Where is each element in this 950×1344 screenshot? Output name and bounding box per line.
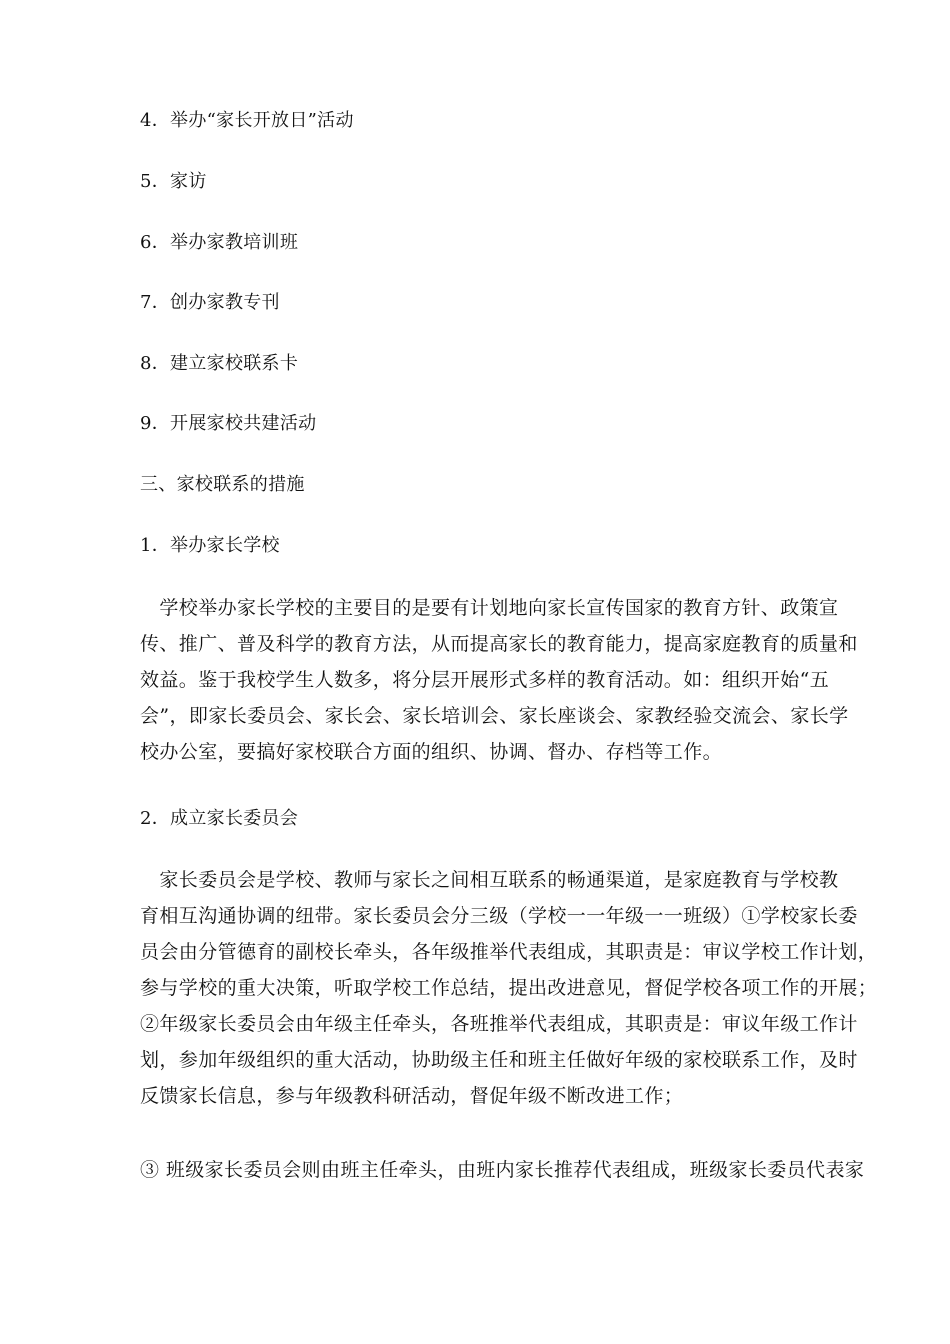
paragraph-line: 员会由分管德育的副校长牵头，各年级推举代表组成，其职责是：审议学校工作计划，	[140, 941, 878, 963]
paragraph-class-committee	[140, 1152, 865, 1188]
paragraph-line: 家长委员会是学校、教师与家长之间相互联系的畅通渠道，是家庭教育与学校教	[140, 869, 839, 891]
paragraph-line: 传、推广、普及科学的教育方法，从而提高家长的教育能力，提高家庭教育的质量和	[140, 633, 858, 655]
paragraph-line: 学校举办家长学校的主要目的是要有计划地向家长宣传国家的教育方针、政策宣	[140, 597, 839, 619]
subheading-2: 2．成立家长委员会	[140, 808, 299, 829]
list-item-6: 6．举办家教培训班	[140, 232, 299, 253]
paragraph-line: 校办公室，要搞好家校联合方面的组织、协调、督办、存档等工作。	[140, 741, 723, 763]
paragraph-parent-school	[140, 590, 860, 770]
paragraph-line: 会”，即家长委员会、家长会、家长培训会、家长座谈会、家教经验交流会、家长学	[140, 705, 849, 727]
paragraph-line: ③ 班级家长委员会则由班主任牵头，由班内家长推荐代表组成，班级家长委员代表家	[140, 1159, 865, 1181]
subheading-1: 1．举办家长学校	[140, 535, 280, 556]
list-item-4: 4．举办“家长开放日”活动	[140, 110, 354, 131]
section-heading-3: 三、家校联系的措施	[140, 474, 305, 495]
list-item-8: 8．建立家校联系卡	[140, 353, 299, 374]
paragraph-line: 划，参加年级组织的重大活动，协助级主任和班主任做好年级的家校联系工作，及时	[140, 1049, 858, 1071]
list-item-9: 9．开展家校共建活动	[140, 413, 317, 434]
paragraph-line: 育相互沟通协调的纽带。家长委员会分三级（学校一一年级一一班级）①学校家长委	[140, 905, 858, 927]
list-item-7: 7．创办家教专刊	[140, 292, 280, 313]
paragraph-parent-committee	[140, 862, 878, 1114]
paragraph-line: 效益。鉴于我校学生人数多，将分层开展形式多样的教育活动。如：组织开始“五	[140, 669, 830, 691]
paragraph-line: ②年级家长委员会由年级主任牵头，各班推举代表组成，其职责是：审议年级工作计	[140, 1013, 858, 1035]
list-item-5: 5．家访	[140, 171, 207, 192]
paragraph-line: 参与学校的重大决策，听取学校工作总结，提出改进意见，督促学校各项工作的开展；	[140, 977, 878, 999]
paragraph-line: 反馈家长信息，参与年级教科研活动，督促年级不断改进工作；	[140, 1085, 684, 1107]
